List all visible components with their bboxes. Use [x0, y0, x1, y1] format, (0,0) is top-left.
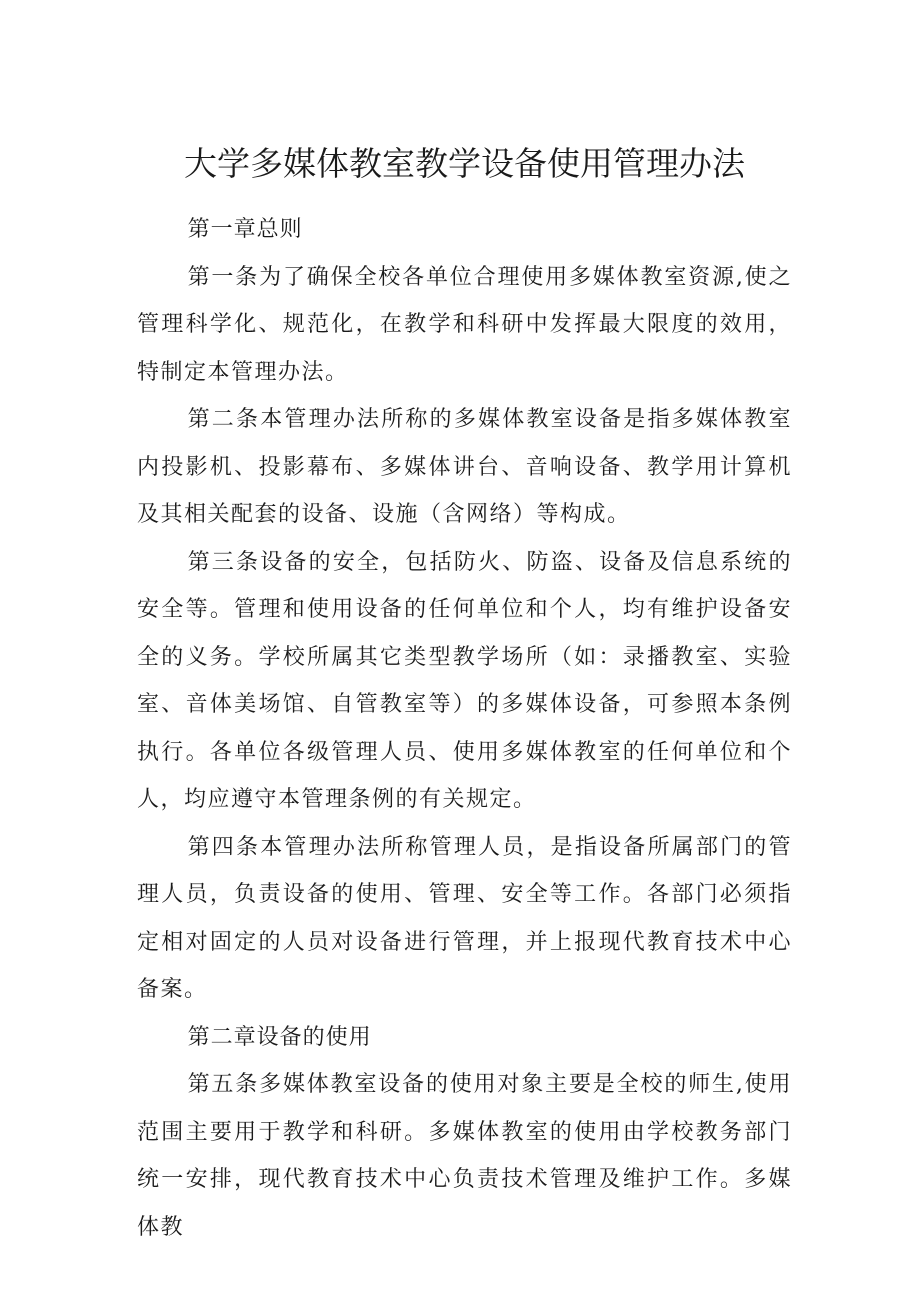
article-3: 第三条设备的安全，包括防火、防盗、设备及信息系统的安全等。管理和使用设备的任何单位和个人，均有维护设备安全的义务。学校所属其它类型教学场所（如：录播教室、实验室、音体美场馆、自管教室等）的多媒体设备，可参照本条例执行。各单位各级管理人员、使用多媒体教室的任何单位和个人，均应遵守本管理条例的有关规定。	[137, 549, 792, 812]
document-title: 大学多媒体教室教学设备使用管理办法	[184, 144, 745, 183]
document-page	[137, 138, 792, 1251]
article-5: 第五条多媒体教室设备的使用对象主要是全校的师生,使用范围主要用于教学和科研。多媒体教室的使用由学校教务部门统一安排，现代教育技术中心负责技术管理及维护工作。多媒体教	[137, 1072, 792, 1240]
chapter-heading-2: 第二章设备的使用	[187, 1024, 372, 1050]
chapter-heading-1: 第一章总则	[187, 217, 303, 242]
article-1: 第一条为了确保全校各单位合理使用多媒体教室资源,使之管理科学化、规范化，在教学和科研中发挥最大限度的效用，特制定本管理办法。	[137, 264, 792, 385]
article-2: 第二条本管理办法所称的多媒体教室设备是指多媒体教室内投影机、投影幕布、多媒体讲台、音响设备、教学用计算机及其相关配套的设备、设施（含网络）等构成。	[137, 407, 792, 527]
article-4: 第四条本管理办法所称管理人员，是指设备所属部门的管理人员，负责设备的使用、管理、安全等工作。各部门必须指定相对固定的人员对设备进行管理，并上报现代教育技术中心备案。	[137, 834, 792, 1002]
